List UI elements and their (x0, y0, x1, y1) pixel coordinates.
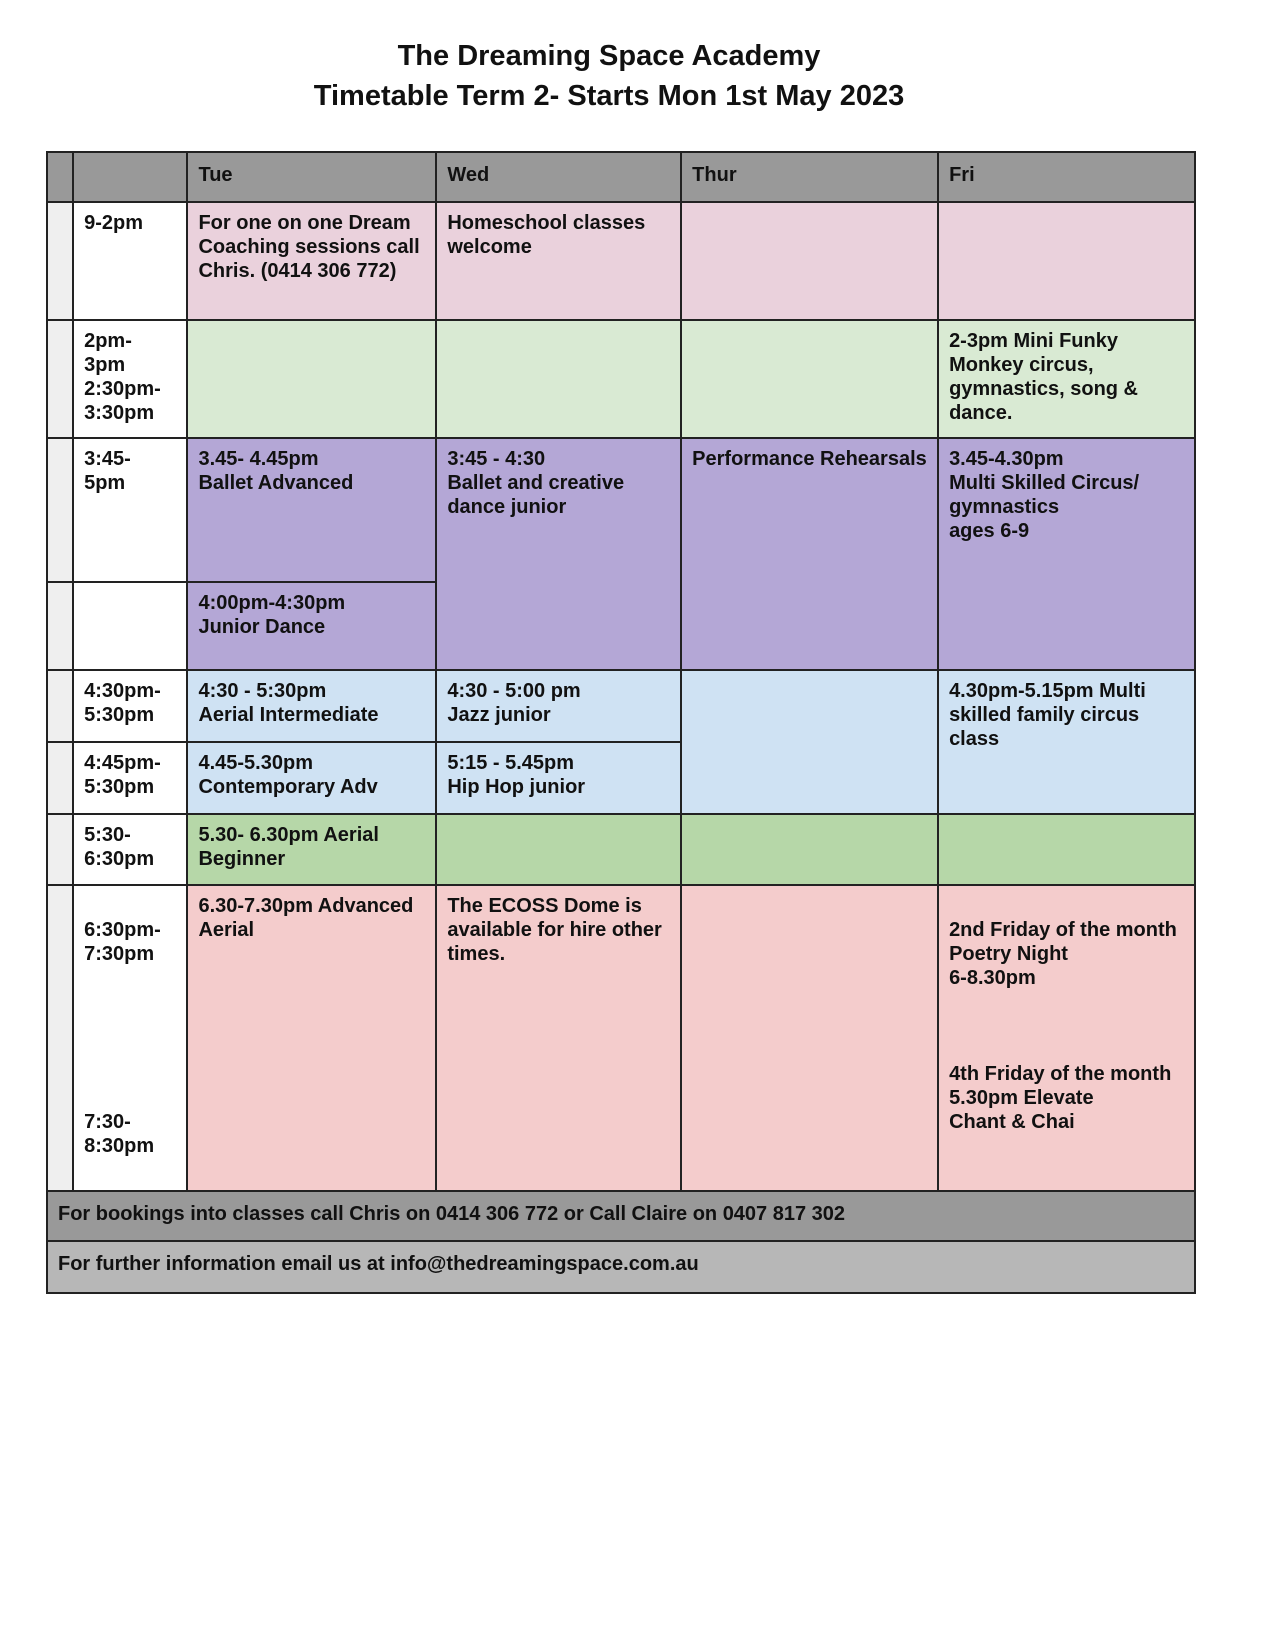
fri-event-a: 2nd Friday of the month Poetry Night 6-8.30pm (949, 919, 1177, 989)
fri-cell: 2-3pm Mini Funky Monkey circus, gymnastics, song & dance. (938, 320, 1195, 438)
thur-cell (681, 202, 938, 320)
tue-cell: 3.45- 4.45pm Ballet Advanced (187, 438, 436, 582)
fri-cell: 3.45-4.30pm Multi Skilled Circus/ gymnastics ages 6-9 (938, 438, 1195, 670)
table-row (47, 814, 1195, 885)
time-cell: 4:45pm- 5:30pm (73, 742, 187, 814)
row-marker (47, 582, 73, 670)
row-marker (47, 202, 73, 320)
header-fri: Fri (938, 152, 1195, 202)
time-evening-a: 6:30pm- 7:30pm (84, 919, 161, 965)
footer-info-row (47, 1241, 1195, 1293)
time-cell (73, 582, 187, 670)
footer-info: For further information email us at info@thedreamingspace.com.au (47, 1241, 1195, 1293)
fri-event-b: 4th Friday of the month 5.30pm Elevate Chant & Chai (949, 1063, 1172, 1133)
thur-cell (681, 320, 938, 438)
tue-cell: For one on one Dream Coaching sessions call Chris. (0414 306 772) (187, 202, 436, 320)
time-cell: 9-2pm (73, 202, 187, 320)
fri-cell (938, 814, 1195, 885)
time-cell (73, 885, 187, 1191)
table-row (47, 885, 1195, 1191)
row-marker (47, 670, 73, 742)
tue-cell: 5.30- 6.30pm Aerial Beginner (187, 814, 436, 885)
header-blank-cell (47, 152, 73, 202)
header-time-cell (73, 152, 187, 202)
footer-bookings-row (47, 1191, 1195, 1241)
header-row (47, 152, 1195, 202)
timetable (46, 151, 1196, 1294)
footer-bookings: For bookings into classes call Chris on 0414 306 772 or Call Claire on 0407 817 302 (47, 1191, 1195, 1241)
header-wed: Wed (436, 152, 681, 202)
table-row (47, 320, 1195, 438)
time-evening-b: 7:30- 8:30pm (84, 1111, 155, 1157)
row-marker (47, 885, 73, 1191)
header-thur: Thur (681, 152, 938, 202)
wed-cell (436, 814, 681, 885)
row-marker (47, 814, 73, 885)
row-marker (47, 320, 73, 438)
tue-cell: 4.45-5.30pm Contemporary Adv (187, 742, 436, 814)
table-row (47, 438, 1195, 582)
tue-cell: 4:00pm-4:30pm Junior Dance (187, 582, 436, 670)
header-tue: Tue (187, 152, 436, 202)
fri-cell: 4.30pm-5.15pm Multi skilled family circus class (938, 670, 1195, 814)
wed-cell: Homeschool classes welcome (436, 202, 681, 320)
tue-cell: 4:30 - 5:30pm Aerial Intermediate (187, 670, 436, 742)
row-marker (47, 438, 73, 582)
time-cell: 4:30pm- 5:30pm (73, 670, 187, 742)
wed-cell: 3:45 - 4:30 Ballet and creative dance junior (436, 438, 681, 670)
title-line-1: The Dreaming Space Academy (397, 40, 821, 72)
thur-cell (681, 885, 938, 1191)
tue-cell (187, 320, 436, 438)
thur-cell: Performance Rehearsals (681, 438, 938, 670)
row-marker (47, 742, 73, 814)
tue-cell: 6.30-7.30pm Advanced Aerial (187, 885, 436, 1191)
thur-cell (681, 670, 938, 814)
title-line-2: Timetable Term 2- Starts Mon 1st May 2023 (313, 80, 905, 112)
time-cell: 3:45- 5pm (73, 438, 187, 582)
table-row (47, 202, 1195, 320)
wed-cell (436, 320, 681, 438)
wed-cell: 4:30 - 5:00 pm Jazz junior (436, 670, 681, 742)
table-row (47, 670, 1195, 742)
time-cell: 2pm- 3pm 2:30pm- 3:30pm (73, 320, 187, 438)
wed-cell: The ECOSS Dome is available for hire other times. (436, 885, 681, 1191)
page-title (0, 36, 1218, 116)
wed-cell: 5:15 - 5.45pm Hip Hop junior (436, 742, 681, 814)
fri-cell (938, 885, 1195, 1191)
thur-cell (681, 814, 938, 885)
time-cell: 5:30- 6:30pm (73, 814, 187, 885)
fri-cell (938, 202, 1195, 320)
